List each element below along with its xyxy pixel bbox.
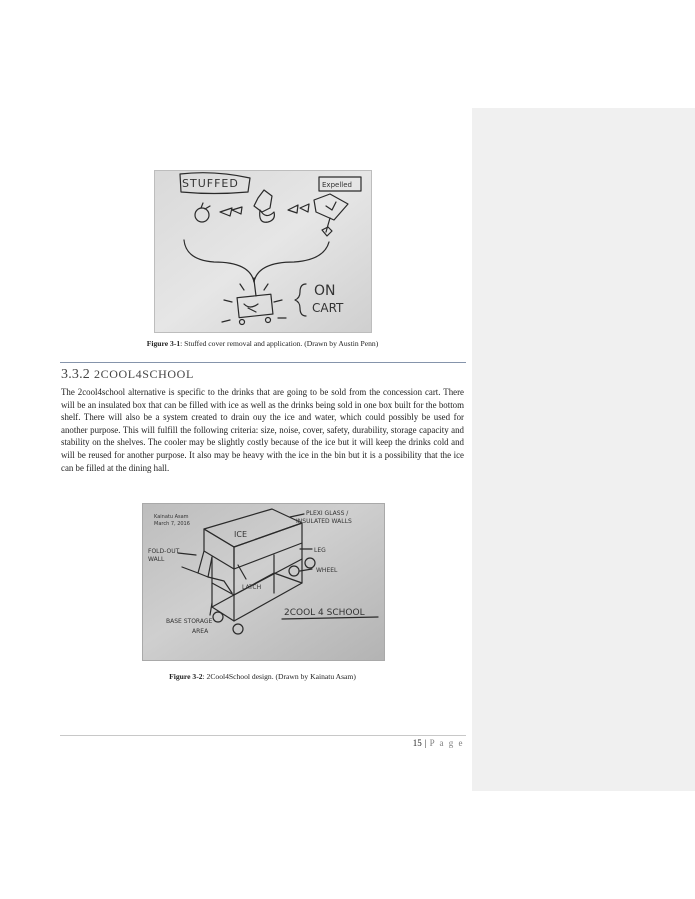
footer-divider xyxy=(60,735,466,736)
section-divider xyxy=(60,362,466,363)
comment-pane xyxy=(472,108,695,791)
section-title: 2COOL4SCHOOL xyxy=(94,367,194,381)
sketch-label-ice: ICE xyxy=(234,530,247,539)
sketch-label-latch: LATCH xyxy=(242,584,262,591)
sketch-label-cart: CART xyxy=(312,301,344,315)
sketch-label-on: ON xyxy=(314,283,336,299)
sketch-label-expelled: Expelled xyxy=(322,181,352,189)
sketch-label-plexi: PLEXI GLASS / xyxy=(306,510,349,517)
figure-3-1-caption xyxy=(60,339,465,348)
figure-3-2-image xyxy=(142,503,385,661)
figure-3-2-text: : 2Cool4School design. (Drawn by Kainatu Asam) xyxy=(202,672,356,681)
figure-3-2-caption xyxy=(60,672,465,681)
sketch-label-stuffed: STUFFED xyxy=(182,177,239,190)
sketch-label-foldout: FOLD-OUT xyxy=(148,548,180,555)
sketch-title: 2COOL 4 SCHOOL xyxy=(284,608,365,618)
sketch-date: March 7, 2016 xyxy=(154,521,190,527)
figure-3-2-label: Figure 3-2 xyxy=(169,672,203,681)
section-number: 3.3.2 xyxy=(61,367,90,382)
sketch-label-area: AREA xyxy=(192,628,209,635)
page-footer xyxy=(413,738,464,748)
figure-3-1-image xyxy=(154,170,372,333)
sketch-label-wall: WALL xyxy=(148,556,165,563)
sketch-author: Kainatu Asam xyxy=(154,514,189,520)
section-heading xyxy=(61,366,194,383)
figure-3-1-label: Figure 3-1 xyxy=(146,339,181,348)
sketch-label-insulated: INSULATED WALLS xyxy=(296,518,352,525)
sketch-label-leg: LEG xyxy=(314,547,326,554)
page-label: P a g e xyxy=(429,738,464,748)
sketch-label-base: BASE STORAGE xyxy=(166,618,213,625)
sketch-label-wheel: WHEEL xyxy=(316,567,338,574)
figure-3-1-text: : Stuffed cover removal and application. (Drawn by Austin Penn) xyxy=(180,339,379,348)
footer-separator: | xyxy=(424,738,427,748)
section-paragraph: The 2cool4school alternative is specific to the drinks that are going to be sold from the concession cart. There will be an insulated box that can be filled with ice as well as the drinks being sold in one box built for the bottom shelf. There will also be a system created to drain ouy the ice and water, which could possibly be used for another purpose. This will fulfill the following criteria: size, noise, cover, safety, durability, storage capacity and stability on the shelves. The cooler may be slightly costly because of the ice but it will keep the drinks cold and will be reused for another purpose. It also may be heavy with the ice in the bin but it is a possibility that the ice can be filled at the dining hall. xyxy=(61,387,464,473)
page-number: 15 xyxy=(412,738,422,748)
